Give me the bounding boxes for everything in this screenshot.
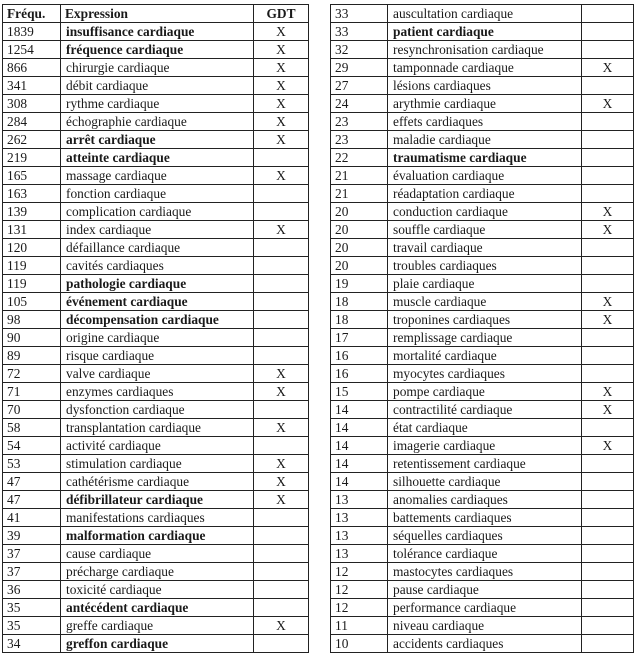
gdt-cell <box>582 113 634 131</box>
expression-cell: atteinte cardiaque <box>61 149 254 167</box>
expression-cell: rythme cardiaque <box>61 95 254 113</box>
expression-cell: arrêt cardiaque <box>61 131 254 149</box>
table-row <box>331 437 634 455</box>
table-row <box>3 419 309 437</box>
table-row <box>331 491 634 509</box>
freq-cell: 98 <box>3 311 61 329</box>
expression-cell: enzymes cardiaques <box>61 383 254 401</box>
expression-cell: souffle cardiaque <box>388 221 582 239</box>
freq-cell: 14 <box>331 419 388 437</box>
table-row <box>331 581 634 599</box>
freq-cell: 19 <box>331 275 388 293</box>
expression-cell: pompe cardiaque <box>388 383 582 401</box>
gdt-cell <box>254 275 309 293</box>
gdt-cell: X <box>582 437 634 455</box>
freq-cell: 131 <box>3 221 61 239</box>
expression-cell: accidents cardiaques <box>388 635 582 653</box>
expression-cell: tamponnade cardiaque <box>388 59 582 77</box>
expression-cell: état cardiaque <box>388 419 582 437</box>
expression-cell: évaluation cardiaque <box>388 167 582 185</box>
table-row <box>3 293 309 311</box>
gdt-cell <box>582 149 634 167</box>
gdt-cell: X <box>254 77 309 95</box>
gdt-cell: X <box>254 491 309 509</box>
gdt-cell <box>582 419 634 437</box>
table-row <box>331 455 634 473</box>
gdt-cell <box>254 509 309 527</box>
table-row <box>3 383 309 401</box>
gdt-cell: X <box>582 311 634 329</box>
freq-cell: 308 <box>3 95 61 113</box>
expression-cell: malformation cardiaque <box>61 527 254 545</box>
expression-cell: fonction cardiaque <box>61 185 254 203</box>
freq-cell: 35 <box>3 599 61 617</box>
expression-cell: greffon cardiaque <box>61 635 254 653</box>
table-row <box>3 617 309 635</box>
table-row <box>3 311 309 329</box>
expression-cell: pathologie cardiaque <box>61 275 254 293</box>
expression-cell: tolérance cardiaque <box>388 545 582 563</box>
table-row <box>331 635 634 653</box>
expression-cell: arythmie cardiaque <box>388 95 582 113</box>
table-row <box>3 365 309 383</box>
expression-cell: transplantation cardiaque <box>61 419 254 437</box>
expression-cell: réadaptation cardiaque <box>388 185 582 203</box>
table-row <box>3 275 309 293</box>
freq-cell: 71 <box>3 383 61 401</box>
table-row <box>331 473 634 491</box>
table-row <box>331 113 634 131</box>
table-row <box>331 131 634 149</box>
gdt-cell <box>582 185 634 203</box>
header-gdt: GDT <box>254 5 309 23</box>
freq-cell: 14 <box>331 473 388 491</box>
freq-cell: 262 <box>3 131 61 149</box>
freq-cell: 21 <box>331 167 388 185</box>
table-row <box>3 329 309 347</box>
freq-cell: 14 <box>331 401 388 419</box>
table-row <box>331 329 634 347</box>
expression-cell: contractilité cardiaque <box>388 401 582 419</box>
table-row <box>3 221 309 239</box>
expression-cell: imagerie cardiaque <box>388 437 582 455</box>
gdt-cell <box>582 131 634 149</box>
gdt-cell <box>254 563 309 581</box>
gdt-cell <box>582 455 634 473</box>
gdt-cell <box>582 167 634 185</box>
gdt-cell: X <box>582 401 634 419</box>
freq-cell: 341 <box>3 77 61 95</box>
freq-cell: 70 <box>3 401 61 419</box>
gdt-cell <box>582 509 634 527</box>
gdt-cell <box>254 635 309 653</box>
freq-cell: 12 <box>331 581 388 599</box>
expression-cell: valve cardiaque <box>61 365 254 383</box>
expression-cell: origine cardiaque <box>61 329 254 347</box>
table-row <box>331 239 634 257</box>
expression-cell: niveau cardiaque <box>388 617 582 635</box>
freq-cell: 33 <box>331 23 388 41</box>
freq-cell: 20 <box>331 203 388 221</box>
gdt-cell: X <box>582 383 634 401</box>
gdt-cell <box>254 293 309 311</box>
expression-cell: auscultation cardiaque <box>388 5 582 23</box>
gdt-cell: X <box>582 293 634 311</box>
freq-cell: 284 <box>3 113 61 131</box>
expression-cell: plaie cardiaque <box>388 275 582 293</box>
freq-cell: 58 <box>3 419 61 437</box>
freq-cell: 120 <box>3 239 61 257</box>
expression-cell: cathétérisme cardiaque <box>61 473 254 491</box>
expression-cell: greffe cardiaque <box>61 617 254 635</box>
freq-cell: 33 <box>331 5 388 23</box>
gdt-cell <box>582 5 634 23</box>
expression-cell: insuffisance cardiaque <box>61 23 254 41</box>
expression-cell: muscle cardiaque <box>388 293 582 311</box>
freq-cell: 47 <box>3 473 61 491</box>
expression-cell: massage cardiaque <box>61 167 254 185</box>
gdt-cell: X <box>254 59 309 77</box>
freq-cell: 20 <box>331 221 388 239</box>
expression-cell: événement cardiaque <box>61 293 254 311</box>
freq-cell: 12 <box>331 599 388 617</box>
table-row <box>3 41 309 59</box>
freq-cell: 105 <box>3 293 61 311</box>
freq-cell: 12 <box>331 563 388 581</box>
table-row <box>3 59 309 77</box>
table-row <box>3 95 309 113</box>
expression-cell: cause cardiaque <box>61 545 254 563</box>
gdt-cell: X <box>254 221 309 239</box>
table-row <box>3 473 309 491</box>
table-row <box>331 401 634 419</box>
expression-cell: remplissage cardiaque <box>388 329 582 347</box>
table-row <box>3 455 309 473</box>
table-row <box>331 203 634 221</box>
gdt-cell <box>254 203 309 221</box>
table-row <box>3 581 309 599</box>
gdt-cell <box>582 41 634 59</box>
freq-cell: 37 <box>3 545 61 563</box>
gdt-cell <box>254 437 309 455</box>
table-row <box>331 221 634 239</box>
table-row <box>331 275 634 293</box>
gdt-cell <box>582 491 634 509</box>
freq-cell: 14 <box>331 437 388 455</box>
freq-cell: 47 <box>3 491 61 509</box>
expression-cell: maladie cardiaque <box>388 131 582 149</box>
expression-cell: index cardiaque <box>61 221 254 239</box>
table-row <box>3 149 309 167</box>
freq-cell: 119 <box>3 257 61 275</box>
expression-cell: lésions cardiaques <box>388 77 582 95</box>
expression-cell: troponines cardiaques <box>388 311 582 329</box>
freq-cell: 163 <box>3 185 61 203</box>
frequency-table-right <box>330 4 634 653</box>
table-row <box>3 635 309 653</box>
header-freq: Fréqu. <box>3 5 61 23</box>
freq-cell: 15 <box>331 383 388 401</box>
expression-cell: défaillance cardiaque <box>61 239 254 257</box>
expression-cell: antécédent cardiaque <box>61 599 254 617</box>
expression-cell: activité cardiaque <box>61 437 254 455</box>
freq-cell: 20 <box>331 239 388 257</box>
table-row <box>3 599 309 617</box>
expression-cell: cavités cardiaques <box>61 257 254 275</box>
freq-cell: 14 <box>331 455 388 473</box>
freq-cell: 165 <box>3 167 61 185</box>
expression-cell: performance cardiaque <box>388 599 582 617</box>
table-row <box>331 347 634 365</box>
gdt-cell: X <box>254 167 309 185</box>
table-row <box>3 563 309 581</box>
expression-cell: troubles cardiaques <box>388 257 582 275</box>
freq-cell: 23 <box>331 113 388 131</box>
expression-cell: chirurgie cardiaque <box>61 59 254 77</box>
gdt-cell: X <box>582 221 634 239</box>
table-row <box>3 437 309 455</box>
gdt-cell: X <box>582 59 634 77</box>
freq-cell: 53 <box>3 455 61 473</box>
table-row <box>3 167 309 185</box>
freq-cell: 20 <box>331 257 388 275</box>
freq-cell: 27 <box>331 77 388 95</box>
table-row <box>331 365 634 383</box>
gdt-cell <box>582 617 634 635</box>
table-row <box>331 545 634 563</box>
expression-cell: travail cardiaque <box>388 239 582 257</box>
table-row <box>331 95 634 113</box>
freq-cell: 32 <box>331 41 388 59</box>
table-row <box>331 383 634 401</box>
freq-cell: 72 <box>3 365 61 383</box>
gdt-cell <box>582 635 634 653</box>
freq-cell: 18 <box>331 293 388 311</box>
gdt-cell <box>254 185 309 203</box>
table-row <box>3 527 309 545</box>
table-row <box>3 545 309 563</box>
table-row <box>331 23 634 41</box>
freq-cell: 41 <box>3 509 61 527</box>
freq-cell: 17 <box>331 329 388 347</box>
expression-cell: mortalité cardiaque <box>388 347 582 365</box>
freq-cell: 39 <box>3 527 61 545</box>
expression-cell: manifestations cardiaques <box>61 509 254 527</box>
freq-cell: 89 <box>3 347 61 365</box>
gdt-cell <box>254 329 309 347</box>
gdt-cell <box>582 77 634 95</box>
freq-cell: 13 <box>331 509 388 527</box>
expression-cell: anomalies cardiaques <box>388 491 582 509</box>
freq-cell: 11 <box>331 617 388 635</box>
table-row <box>331 167 634 185</box>
table-row <box>331 617 634 635</box>
table-row <box>331 41 634 59</box>
gdt-cell <box>582 275 634 293</box>
freq-cell: 18 <box>331 311 388 329</box>
freq-cell: 90 <box>3 329 61 347</box>
gdt-cell: X <box>254 131 309 149</box>
expression-cell: complication cardiaque <box>61 203 254 221</box>
table-row <box>331 185 634 203</box>
gdt-cell <box>254 311 309 329</box>
freq-cell: 219 <box>3 149 61 167</box>
gdt-cell: X <box>582 95 634 113</box>
gdt-cell <box>582 545 634 563</box>
freq-cell: 36 <box>3 581 61 599</box>
expression-cell: silhouette cardiaque <box>388 473 582 491</box>
gdt-cell: X <box>254 383 309 401</box>
expression-cell: battements cardiaques <box>388 509 582 527</box>
expression-cell: toxicité cardiaque <box>61 581 254 599</box>
gdt-cell <box>582 347 634 365</box>
gdt-cell <box>254 401 309 419</box>
expression-cell: myocytes cardiaques <box>388 365 582 383</box>
table-row <box>3 257 309 275</box>
expression-cell: échographie cardiaque <box>61 113 254 131</box>
gdt-cell <box>254 581 309 599</box>
table-row <box>3 509 309 527</box>
freq-cell: 29 <box>331 59 388 77</box>
freq-cell: 10 <box>331 635 388 653</box>
gdt-cell: X <box>254 419 309 437</box>
expression-cell: mastocytes cardiaques <box>388 563 582 581</box>
gdt-cell <box>582 473 634 491</box>
freq-cell: 1254 <box>3 41 61 59</box>
expression-cell: conduction cardiaque <box>388 203 582 221</box>
gdt-cell <box>254 347 309 365</box>
gdt-cell <box>254 149 309 167</box>
gdt-cell <box>582 599 634 617</box>
freq-cell: 13 <box>331 527 388 545</box>
freq-cell: 34 <box>3 635 61 653</box>
table-row <box>3 239 309 257</box>
table-row <box>331 59 634 77</box>
freq-cell: 37 <box>3 563 61 581</box>
table-row <box>3 185 309 203</box>
freq-cell: 16 <box>331 347 388 365</box>
freq-cell: 119 <box>3 275 61 293</box>
table-row <box>3 131 309 149</box>
gdt-cell <box>254 599 309 617</box>
expression-cell: séquelles cardiaques <box>388 527 582 545</box>
gdt-cell <box>254 257 309 275</box>
expression-cell: débit cardiaque <box>61 77 254 95</box>
freq-cell: 54 <box>3 437 61 455</box>
freq-cell: 24 <box>331 95 388 113</box>
table-row <box>3 23 309 41</box>
expression-cell: patient cardiaque <box>388 23 582 41</box>
gdt-cell <box>254 527 309 545</box>
freq-cell: 13 <box>331 491 388 509</box>
expression-cell: précharge cardiaque <box>61 563 254 581</box>
gdt-cell <box>254 545 309 563</box>
table-row <box>3 77 309 95</box>
freq-cell: 139 <box>3 203 61 221</box>
expression-cell: décompensation cardiaque <box>61 311 254 329</box>
header-row <box>3 5 309 23</box>
gdt-cell: X <box>254 365 309 383</box>
gdt-cell <box>582 563 634 581</box>
gdt-cell <box>254 239 309 257</box>
freq-cell: 21 <box>331 185 388 203</box>
gdt-cell <box>582 257 634 275</box>
freq-cell: 16 <box>331 365 388 383</box>
table-row <box>331 311 634 329</box>
gdt-cell <box>582 329 634 347</box>
table-row <box>331 599 634 617</box>
table-row <box>331 563 634 581</box>
expression-cell: dysfonction cardiaque <box>61 401 254 419</box>
header-expression: Expression <box>61 5 254 23</box>
gdt-cell: X <box>254 23 309 41</box>
expression-cell: pause cardiaque <box>388 581 582 599</box>
gdt-cell: X <box>254 113 309 131</box>
gdt-cell: X <box>582 203 634 221</box>
table-row <box>331 149 634 167</box>
table-row <box>331 509 634 527</box>
gdt-cell <box>582 581 634 599</box>
table-row <box>331 527 634 545</box>
freq-cell: 22 <box>331 149 388 167</box>
expression-cell: défibrillateur cardiaque <box>61 491 254 509</box>
gdt-cell <box>582 239 634 257</box>
table-row <box>3 347 309 365</box>
expression-cell: resynchronisation cardiaque <box>388 41 582 59</box>
gdt-cell <box>582 23 634 41</box>
expression-cell: stimulation cardiaque <box>61 455 254 473</box>
table-row <box>331 257 634 275</box>
gdt-cell: X <box>254 95 309 113</box>
table-row <box>331 419 634 437</box>
gdt-cell: X <box>254 455 309 473</box>
freq-cell: 23 <box>331 131 388 149</box>
gdt-cell: X <box>254 41 309 59</box>
table-row <box>331 5 634 23</box>
freq-cell: 1839 <box>3 23 61 41</box>
expression-cell: traumatisme cardiaque <box>388 149 582 167</box>
expression-cell: fréquence cardiaque <box>61 41 254 59</box>
table-row <box>3 491 309 509</box>
expression-cell: retentissement cardiaque <box>388 455 582 473</box>
gdt-cell: X <box>254 617 309 635</box>
gdt-cell <box>582 527 634 545</box>
freq-cell: 866 <box>3 59 61 77</box>
table-row <box>3 401 309 419</box>
freq-cell: 35 <box>3 617 61 635</box>
frequency-table-left <box>2 4 309 653</box>
table-row <box>3 203 309 221</box>
gdt-cell <box>582 365 634 383</box>
table-row <box>3 113 309 131</box>
table-row <box>331 77 634 95</box>
table-row <box>331 293 634 311</box>
gdt-cell: X <box>254 473 309 491</box>
expression-cell: effets cardiaques <box>388 113 582 131</box>
expression-cell: risque cardiaque <box>61 347 254 365</box>
freq-cell: 13 <box>331 545 388 563</box>
